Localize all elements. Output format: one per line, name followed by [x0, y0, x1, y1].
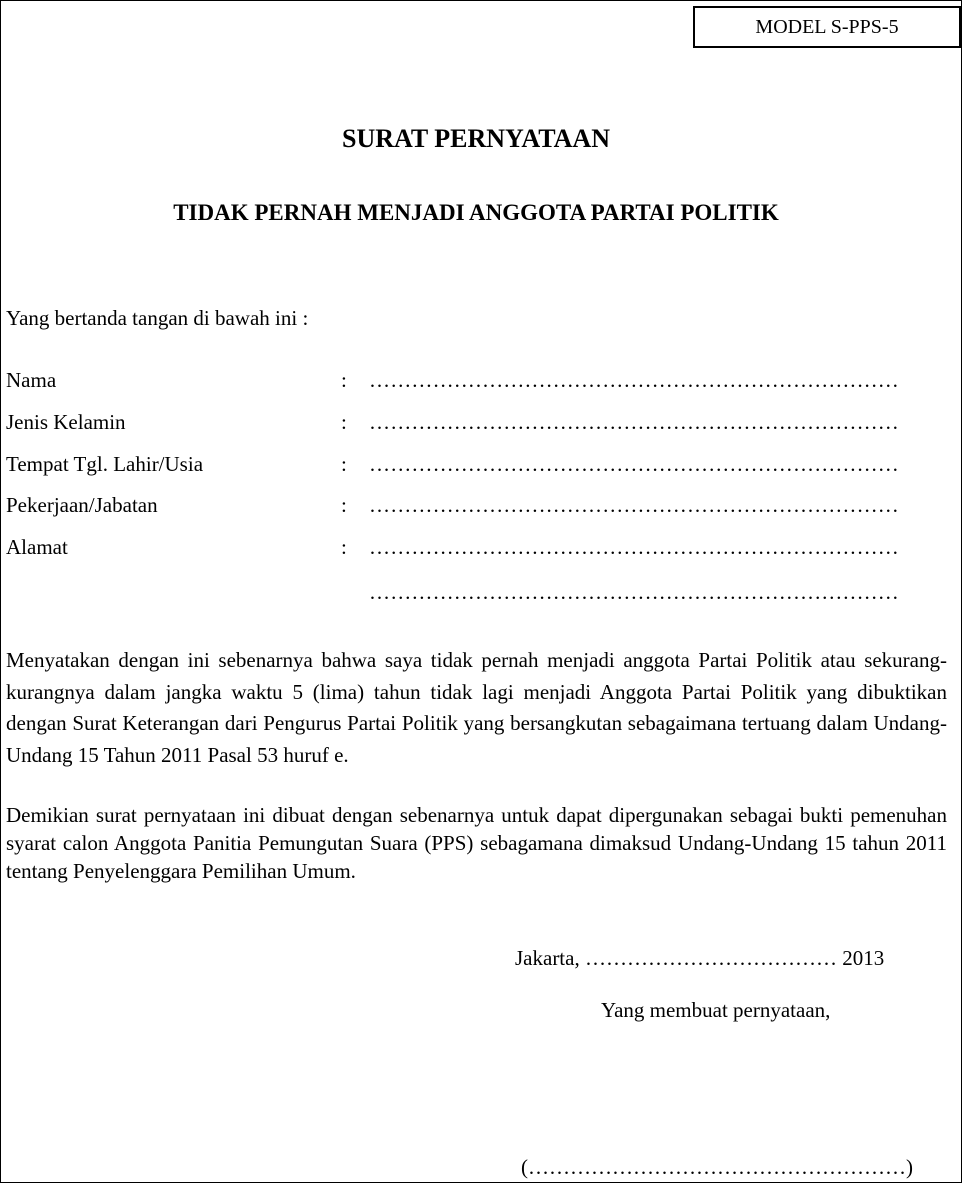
model-label-box: MODEL S-PPS-5 — [693, 6, 961, 48]
field-blank-line: ………………………………………………………………… — [369, 493, 899, 517]
field-label: Alamat — [6, 535, 68, 559]
field-blank-line: ………………………………………………………………… — [369, 535, 899, 559]
document-subtitle: TIDAK PERNAH MENJADI ANGGOTA PARTAI POLITIK — [173, 200, 779, 225]
field-blank-line: ………………………………………………………………… — [369, 452, 899, 476]
field-colon: : — [341, 410, 347, 434]
document-title: SURAT PERNYATAAN — [342, 124, 610, 153]
place-date-line: Jakarta, ……………………………… 2013 — [515, 946, 885, 970]
closing-paragraph: Demikian surat pernyataan ini dibuat dengan sebenarnya untuk dapat dipergunakan sebagai bukti pemenuhan syarat calon Anggota Panitia Pemungutan Suara (PPS) sebagamana dimaksud Undang-Undang 15 tahun 2011 tentang Penyelenggara Pemilihan Umum. — [6, 803, 947, 883]
field-label: Pekerjaan/Jabatan — [6, 493, 158, 517]
statement-paragraph: Menyatakan dengan ini sebenarnya bahwa saya tidak pernah menjadi anggota Partai Politik atau sekurang-kurangnya dalam jangka waktu 5 (lima) tahun tidak lagi menjadi Anggota Partai Politik yang dibuktikan dengan Surat Keterangan dari Pengurus Partai Politik yang bersangkutan sebagaimana tertuang dalam Undang-Undang 15 Tahun 2011 Pasal 53 huruf e. — [6, 648, 947, 767]
field-blank-line: ………………………………………………………………… — [369, 580, 899, 604]
field-label: Jenis Kelamin — [6, 410, 126, 434]
field-colon: : — [341, 452, 347, 476]
field-colon: : — [341, 368, 347, 392]
field-blank-line: ………………………………………………………………… — [369, 368, 899, 392]
signer-title: Yang membuat pernyataan, — [601, 998, 831, 1022]
signature-name-line: (………………………………………………) — [521, 1155, 913, 1179]
field-label: Nama — [6, 368, 57, 392]
intro-text: Yang bertanda tangan di bawah ini : — [6, 306, 309, 330]
field-blank-line: ………………………………………………………………… — [369, 410, 899, 434]
field-label: Tempat Tgl. Lahir/Usia — [6, 452, 204, 476]
field-colon: : — [341, 535, 347, 559]
field-colon: : — [341, 493, 347, 517]
